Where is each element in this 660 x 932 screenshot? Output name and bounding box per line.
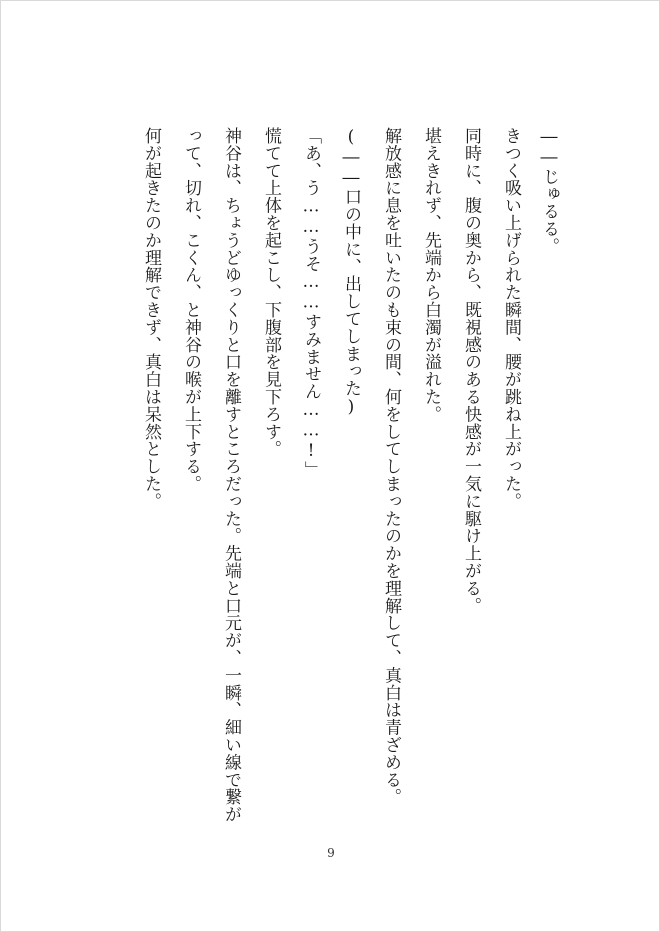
text-line: きつく吸い上げられた瞬間、腰が跳ね上がった。: [501, 127, 521, 510]
text-line: って、切れ、こくん、と神谷の喉が上下する。: [181, 127, 201, 493]
text-line: 堪えきれず、先端から白濁が溢れた。: [421, 127, 441, 423]
text-line: 何が起きたのか理解できず、真白は呆然とした。: [141, 127, 161, 510]
text-line: 解放感に息を吐いたのも束の間、何をしてしまったのかを理解して、真白は青ざめる。: [381, 127, 401, 806]
text-line: 慌てて上体を起こし、下腹部を見下ろす。: [261, 127, 281, 458]
text-line: (――口の中に、出してしまった): [341, 127, 361, 418]
text-line: 神谷は、ちょうどゆっくりと口を離すところだった。先端と口元が、一瞬、細い線で繋が: [221, 127, 241, 823]
text-line: ――じゅるる。: [539, 127, 559, 255]
page-number: 9: [327, 846, 335, 860]
text-line: 「あ、う……うそ……すみません……!」: [301, 127, 321, 479]
text-line: 同時に、腹の奥から、既視感のある快感が一気に駆け上がる。: [461, 127, 481, 615]
